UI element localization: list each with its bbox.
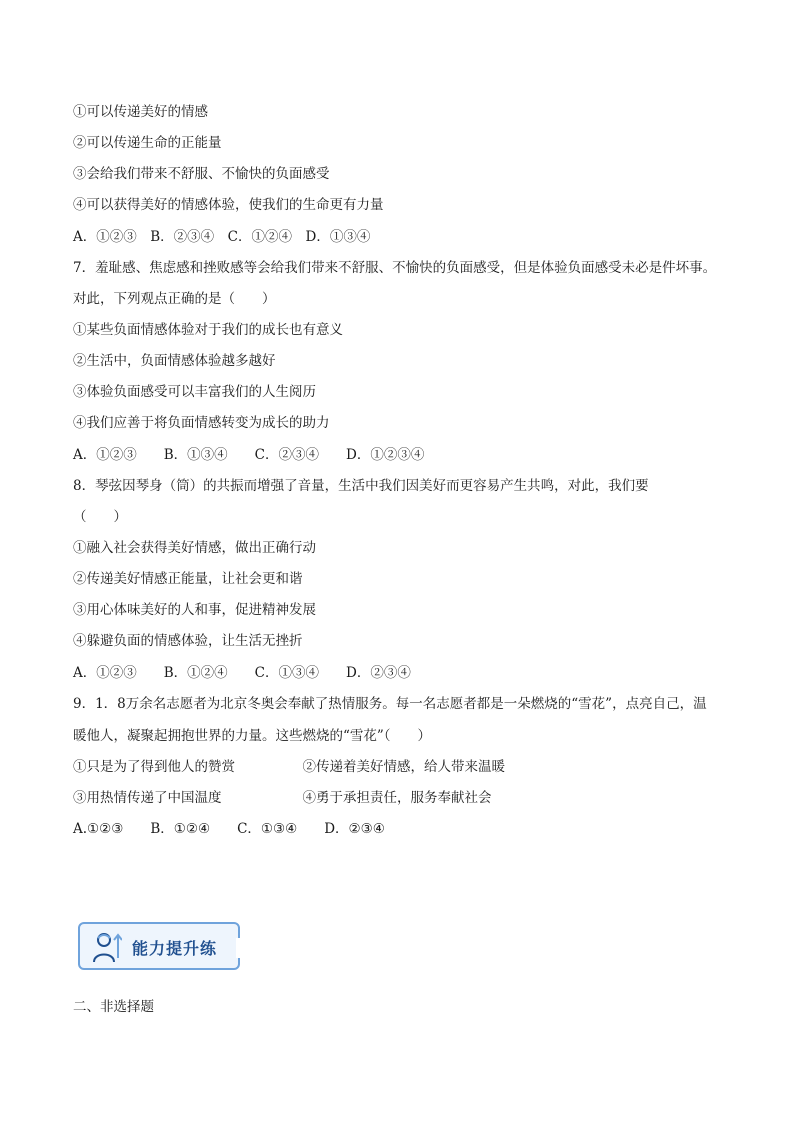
question-9-stem: 9．1．8万余名志愿者为北京冬奥会奉献了热情服务。每一名志愿者都是一朵燃烧的“雪花”，点亮自己，温 bbox=[73, 696, 707, 712]
question-7-stem-cont: 对此，下列观点正确的是（ ） bbox=[73, 291, 276, 307]
line-option-4: ④可以获得美好的情感体验，使我们的生命更有力量 bbox=[73, 197, 384, 213]
q8-option-2: ②传递美好情感正能量，让社会更和谐 bbox=[73, 571, 303, 587]
section-badge-label: 能力提升练 bbox=[132, 939, 218, 958]
person-growth-icon bbox=[90, 930, 122, 964]
badge-edge-gap bbox=[236, 938, 242, 958]
line-option-3: ③会给我们带来不舒服、不愉快的负面感受 bbox=[73, 166, 330, 182]
question-9-stem-cont: 暖他人，凝聚起拥抱世界的力量。这些燃烧的“雪花”（ ） bbox=[73, 728, 432, 744]
q7-option-1: ①某些负面情感体验对于我们的成长也有意义 bbox=[73, 322, 343, 338]
line-answers-6: A．①②③ B．②③④ C．①②④ D．①③④ bbox=[73, 229, 371, 245]
q9-answers: A.①②③ B．①②④ C．①③④ D．②③④ bbox=[73, 821, 385, 837]
q9-options-3-4: ③用热情传递了中国温度 ④勇于承担责任，服务奉献社会 bbox=[73, 790, 492, 806]
q7-option-4: ④我们应善于将负面情感转变为成长的助力 bbox=[73, 415, 330, 431]
q8-answers: A．①②③ B．①②④ C．①③④ D．②③④ bbox=[73, 665, 411, 681]
q8-option-1: ①融入社会获得美好情感，做出正确行动 bbox=[73, 540, 316, 556]
line-option-1: ①可以传递美好的情感 bbox=[73, 104, 208, 120]
section-heading: 二、非选择题 bbox=[73, 999, 154, 1015]
q8-option-4: ④躲避负面的情感体验，让生活无挫折 bbox=[73, 633, 303, 649]
line-option-2: ②可以传递生命的正能量 bbox=[73, 135, 222, 151]
section-badge bbox=[78, 922, 240, 970]
q7-option-3: ③体验负面感受可以丰富我们的人生阅历 bbox=[73, 384, 316, 400]
q8-option-3: ③用心体味美好的人和事，促进精神发展 bbox=[73, 602, 316, 618]
q7-option-2: ②生活中，负面情感体验越多越好 bbox=[73, 353, 276, 369]
question-7-stem: 7．羞耻感、焦虑感和挫败感等会给我们带来不舒服、不愉快的负面感受，但是体验负面感受未必是件坏事。 bbox=[73, 260, 717, 276]
q7-answers: A．①②③ B．①③④ C．②③④ D．①②③④ bbox=[73, 447, 425, 463]
question-8-stem: 8．琴弦因琴身（筒）的共振而增强了音量，生活中我们因美好而更容易产生共鸣，对此，我们要 bbox=[73, 478, 649, 494]
q9-options-1-2: ①只是为了得到他人的赞赏 ②传递着美好情感，给人带来温暖 bbox=[73, 759, 505, 775]
question-8-blank: （ ） bbox=[73, 509, 127, 525]
